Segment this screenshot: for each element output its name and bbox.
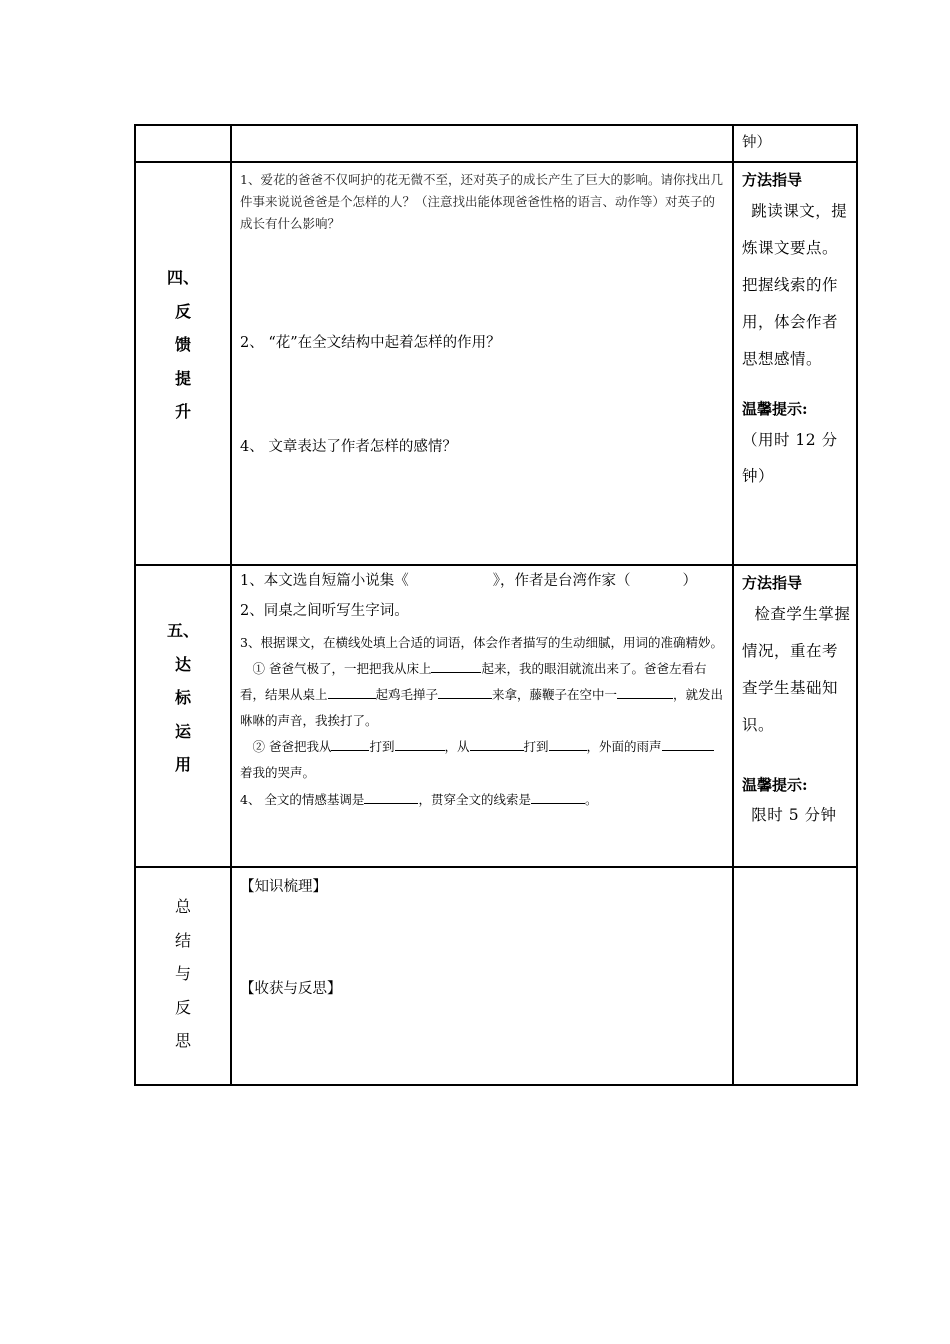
label-char: 达 bbox=[174, 654, 191, 674]
sentence-2 bbox=[240, 734, 724, 786]
tip-title: 温馨提示: bbox=[742, 776, 808, 794]
label-char: 馈 bbox=[174, 335, 191, 354]
section-4-label bbox=[136, 261, 230, 429]
method-text: 检查学生掌握情况，重在考查学生基础知识。 bbox=[742, 605, 851, 734]
section-5-questions bbox=[232, 566, 732, 866]
question-2: 2、同桌之间听写生字词。 bbox=[240, 603, 409, 619]
question-4 bbox=[240, 786, 724, 814]
s1-part-e: ，就发出咻咻的声音，我挨打了。 bbox=[240, 687, 724, 728]
knowledge-heading: 【知识梳理】 bbox=[240, 879, 327, 895]
blank[interactable] bbox=[395, 736, 445, 751]
summary-label bbox=[136, 890, 230, 1058]
q4-part-b: ，贯穿全文的线索是 bbox=[418, 792, 531, 807]
label-char: 与 bbox=[174, 964, 191, 983]
label-char: 用 bbox=[174, 755, 191, 774]
tip-text: （用时 12 分钟） bbox=[742, 431, 838, 485]
question-3: 3、根据课文，在横线处填上合适的词语，体会作者描写的生动细腻，用词的准确精妙。 bbox=[240, 635, 723, 650]
tip-text: 限时 5 分钟 bbox=[751, 806, 837, 824]
section-5-guidance bbox=[734, 566, 858, 866]
summary-content bbox=[232, 868, 732, 1084]
label-char: 标 bbox=[174, 688, 191, 707]
blank[interactable] bbox=[549, 736, 587, 751]
blank[interactable] bbox=[331, 736, 369, 751]
section-5-label bbox=[136, 614, 230, 782]
label-char: 四、 bbox=[166, 268, 199, 287]
sentence-1 bbox=[240, 656, 724, 734]
label-char: 五、 bbox=[166, 621, 199, 640]
s1-part-b: 起来，我的眼泪就流出来了。爸爸左看右看，结果从桌上 bbox=[240, 661, 707, 702]
q4-part-a: 4、 全文的情感基调是 bbox=[240, 792, 365, 807]
blank[interactable] bbox=[531, 789, 585, 804]
tip-title: 温馨提示: bbox=[742, 400, 808, 418]
method-title: 方法指导 bbox=[742, 574, 803, 592]
label-char: 升 bbox=[174, 402, 191, 421]
s1-part-a: ① 爸爸气极了，一把把我从床上 bbox=[252, 661, 432, 676]
question-2: 2、 “花”在全文结构中起着怎样的作用？ bbox=[240, 335, 501, 351]
time-unit-text: 钟） bbox=[742, 135, 771, 151]
section-4-questions bbox=[232, 163, 732, 564]
s2-part-f: 着我的哭声。 bbox=[240, 765, 316, 780]
label-char: 总 bbox=[174, 897, 191, 916]
section-4-guidance bbox=[734, 163, 858, 564]
blank[interactable] bbox=[431, 658, 481, 673]
q4-part-c: 。 bbox=[584, 792, 598, 807]
s2-part-a: ② 爸爸把我从 bbox=[252, 739, 332, 754]
blank[interactable] bbox=[364, 789, 418, 804]
s2-part-b: 打到 bbox=[369, 739, 395, 754]
label-char: 提 bbox=[174, 368, 191, 388]
label-char: 运 bbox=[174, 721, 191, 741]
fill-question-1 bbox=[240, 568, 724, 594]
q1-text-end: ） bbox=[682, 573, 697, 589]
s2-part-e: ，外面的雨声 bbox=[586, 739, 662, 754]
question-1: 1、爱花的爸爸不仅呵护的花无微不至，还对英子的成长产生了巨大的影响。请你找出几件事来说说爸爸是个怎样的人？（注意找出能体现爸爸性格的语言、动作等）对英子的成长有什么影响？ bbox=[240, 172, 723, 231]
q1-text-pre: 1、本文选自短篇小说集《 bbox=[240, 573, 409, 589]
method-text: 跳读课文，提炼课文要点。把握线索的作用，体会作者思想感情。 bbox=[742, 202, 848, 368]
row0-right-cell bbox=[734, 126, 858, 161]
blank[interactable] bbox=[662, 736, 714, 751]
reflection-heading: 【收获与反思】 bbox=[240, 981, 342, 997]
method-title: 方法指导 bbox=[742, 171, 803, 189]
blank[interactable] bbox=[617, 684, 673, 699]
label-char: 思 bbox=[174, 1031, 191, 1050]
label-char: 反 bbox=[174, 997, 191, 1017]
s2-part-d: 打到 bbox=[523, 739, 549, 754]
s2-part-c: ，从 bbox=[444, 739, 470, 754]
q1-text-mid: 》，作者是台湾作家（ bbox=[492, 573, 631, 589]
label-char: 结 bbox=[174, 930, 191, 950]
s1-part-d: 来拿，藤鞭子在空中一 bbox=[492, 687, 618, 702]
lesson-table bbox=[134, 124, 858, 1086]
blank[interactable] bbox=[328, 684, 376, 699]
label-char: 反 bbox=[174, 301, 191, 321]
blank[interactable] bbox=[470, 736, 524, 751]
s1-part-c: 起鸡毛掸子 bbox=[375, 687, 439, 702]
question-4: 4、 文章表达了作者怎样的感情？ bbox=[240, 439, 457, 455]
blank[interactable] bbox=[438, 684, 492, 699]
